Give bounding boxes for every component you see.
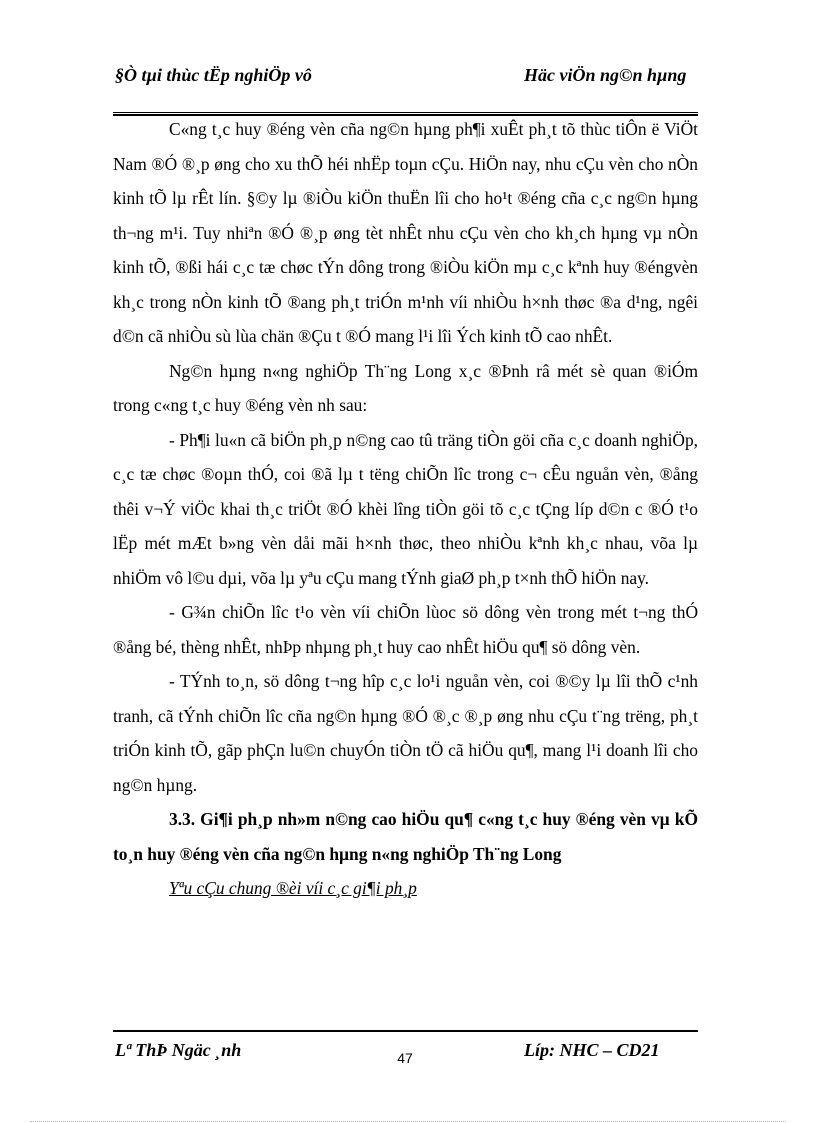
paragraph-1: C«ng t¸c huy ®éng vèn cña ng©n hµng ph¶i xuÊt ph¸t tõ thùc tiÔn ë ViÖt Nam ®Ó ®¸p øng cho xu thÕ héi nhËp toµn cÇu. HiÖn nay, nhu cÇu vèn cho nÒn kinh tÕ lµ rÊt lín. §©y lµ ®iÒu kiÖn thuËn lîi cho ho¹t ®éng cña c¸c ng©n hµng th¬ng m¹i. Tuy nhiªn ®Ó ®¸p øng tèt nhÊt nhu cÇu vèn cho kh¸ch hµng vµ nÒn kinh tÕ, ®ßi hái c¸c tæ chøc tÝn dông trong ®iÒu kiÖn mµ c¸c kªnh huy ®éngvèn kh¸c trong nÒn kinh tÕ ®ang ph¸t triÓn m¹nh víi nhiÒu h×nh thøc ®a d¹ng, ngêi d©n cã nhiÒu sù lùa chän ®Çu t ®Ó mang l¹i lîi Ých kinh tÕ cao nhÊt. [113, 119, 698, 346]
page-bottom-border [30, 1121, 786, 1122]
section-heading: 3.3. Gi¶i ph¸p nh»m n©ng cao hiÖu qu¶ c«ng t¸c huy ®éng vèn vµ kÕ to¸n huy ®éng vèn cña ng©n hµng n«ng nghiÖp Th¨ng Long [113, 809, 698, 864]
paragraph-3: - Ph¶i lu«n cã biÖn ph¸p n©ng cao tû träng tiÒn göi cña c¸c doanh nghiÖp, c¸c tæ chøc ®oµn thÓ, coi ®ã lµ t tëng chiÕn lîc trong c¬ cÊu nguån vèn, ®ång thêi v¬Ý viÖc khai th¸c triÖt ®Ó khèi lîng tiÒn göi tõ c¸c tÇng líp d©n c ®Ó t¹o lËp mét mÆt b»ng vèn dåi mãi h×nh thøc, theo nhiÒu kªnh kh¸c nhau, võa lµ nhiÖm vô l©u dµi, võa lµ yªu cÇu mang tÝnh giaØ ph¸p t×nh thÕ hiÖn nay. [113, 429, 698, 588]
paragraph-5: - TÝnh to¸n, sö dông t¬ng hîp c¸c lo¹i nguån vèn, coi ®©y lµ lîi thÕ c¹nh tranh, cã tÝnh chiÕn lîc cña ng©n hµng ®Ó ®¸c ®¸p øng nhu cÇu t¨ng trëng, ph¸t triÓn kinh tÕ, gãp phÇn lu©n chuyÓn tiÒn tÖ cã hiÖu qu¶, mang l¹i doanh lîi cho ng©n hµng. [113, 671, 698, 795]
sub-heading: Yªu cÇu chung ®èi víi c¸c gi¶i ph¸p [169, 878, 417, 898]
paragraph-2: Ng©n hµng n«ng nghiÖp Th¨ng Long x¸c ®Þnh râ mét sè quan ®iÓm trong c«ng t¸c huy ®éng vèn nh sau: [113, 360, 698, 415]
footer-class: Líp: NHC – CD21 [524, 1040, 660, 1060]
header-institution: Häc viÖn ng©n hµng [524, 65, 687, 85]
paragraph-4: - G¾n chiÕn lîc t¹o vèn víi chiÕn lùoc sö dông vèn trong mét t¬ng thÓ ®ång bé, thèng nhÊt, nhÞp nhµng ph¸t huy cao nhÊt hiÖu qu¶ sö dông vèn. [113, 602, 698, 657]
footer-author: Lª ThÞ Ngäc ¸nh [115, 1040, 242, 1060]
header-document-title: §Ò tµi thùc tËp nghiÖp vô [115, 65, 312, 85]
body-content [113, 112, 698, 906]
page-number: 47 [397, 1050, 413, 1066]
footer-divider [113, 1030, 698, 1032]
